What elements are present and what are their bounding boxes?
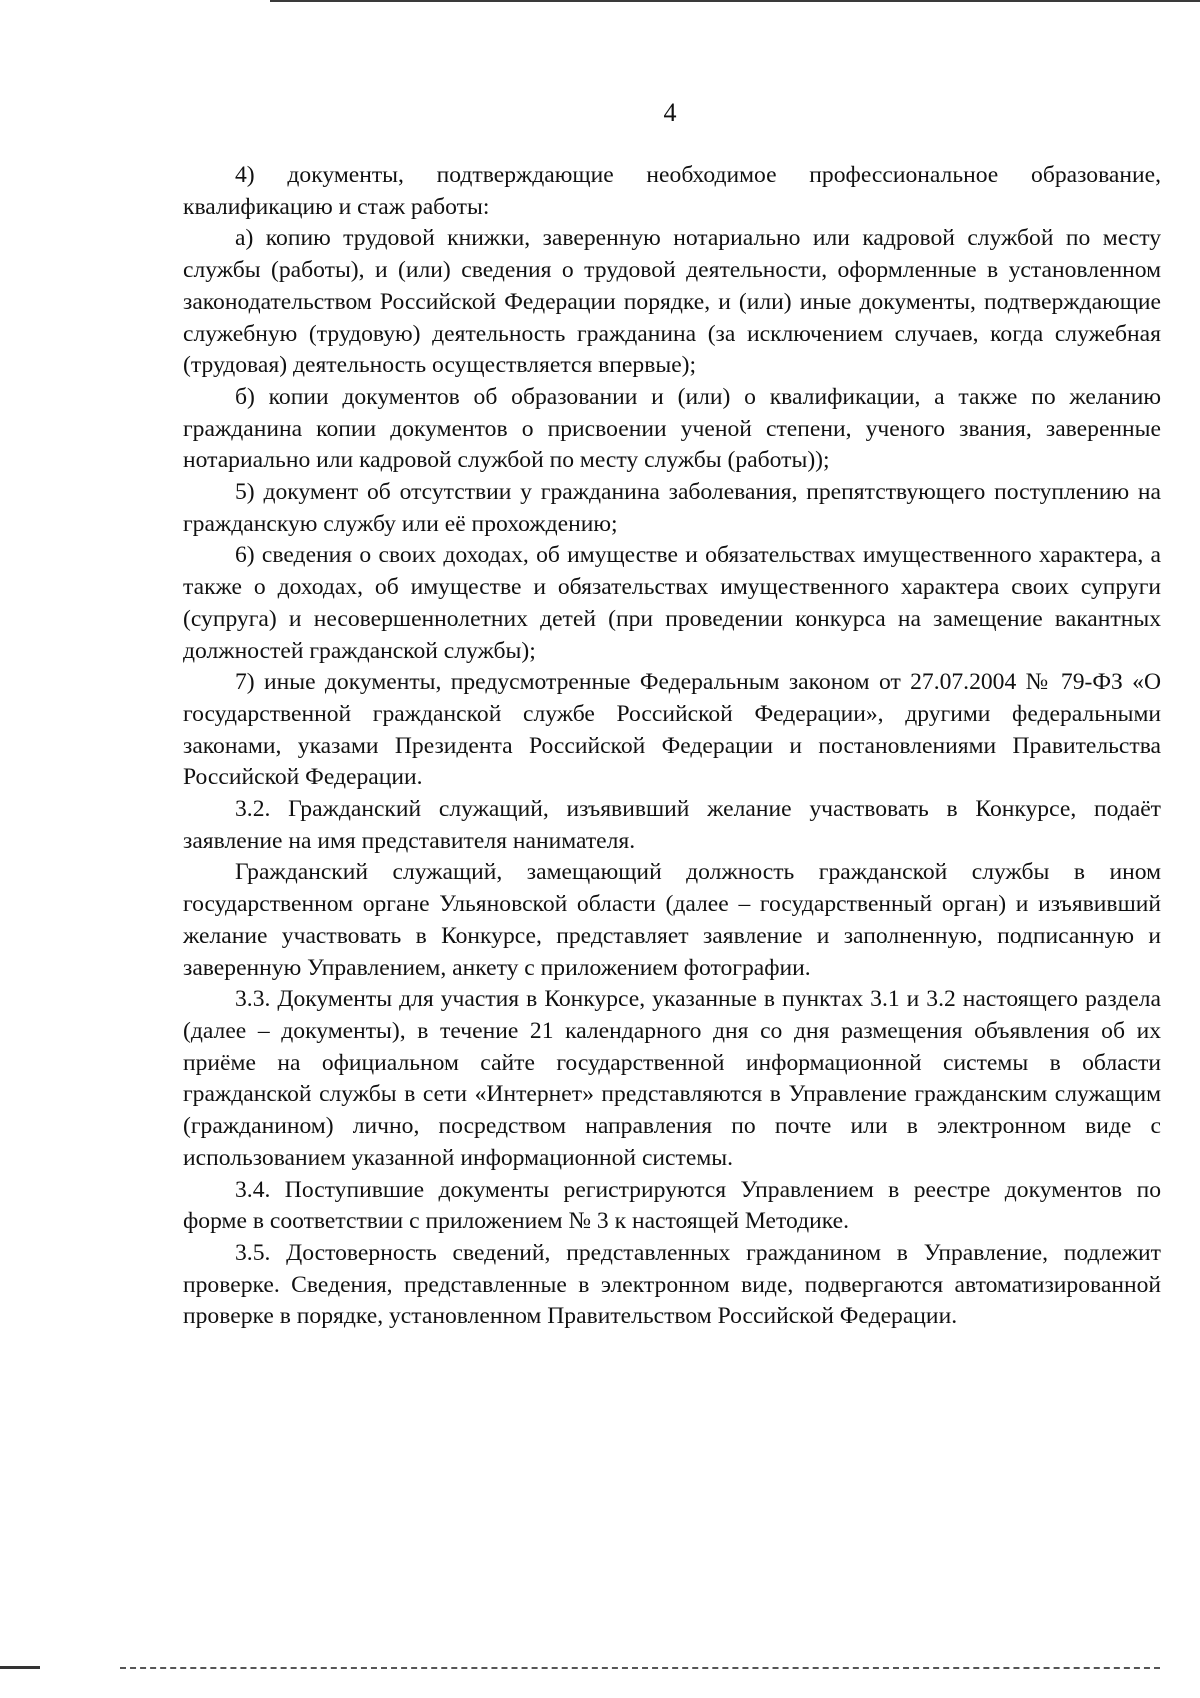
paragraph-3-3: 3.3. Документы для участия в Конкурсе, указанные в пунктах 3.1 и 3.2 настоящего раздела (далее – документы), в течение 21 календарного дня со дня размещения объявления об их приёме на официальном сайте государственной информационной системы в области гражданской службы в сети «Интернет» представляются в Управление гражданским служащим (гражданином) лично, посредством направления по почте или в электронном виде с использованием указанной информационной системы. [183, 986, 1161, 1171]
document-body [183, 160, 1161, 1333]
paragraph-3-4: 3.4. Поступившие документы регистрируются Управлением в реестре документов по форме в соответствии с приложением № 3 к настоящей Методике. [183, 1176, 1161, 1235]
scan-edge-corner [0, 1666, 40, 1669]
page-number: 4 [663, 98, 677, 127]
paragraph-item-7: 7) иные документы, предусмотренные Федеральным законом от 27.07.2004 № 79-ФЗ «О государственной гражданской службе Российской Федерации», другими федеральными законами, указами Президента Российской Федерации и постановлениями Правительства Российской Федерации. [183, 669, 1161, 791]
paragraph-subitem-a: а) копию трудовой книжки, заверенную нотариально или кадровой службой по месту службы (работы), и (или) сведения о трудовой деятельности, оформленные в установленном законодательством Российской Федерации порядке, и (или) иные документы, подтверждающие служебную (трудовую) деятельность гражданина (за исключением случаев, когда служебная (трудовая) деятельность осуществляется впервые); [183, 225, 1161, 379]
paragraph-item-4: 4) документы, подтверждающие необходимое профессиональное образование, квалификацию и стаж работы: [183, 162, 1161, 220]
paragraph-subitem-b: б) копии документов об образовании и (или) о квалификации, а также по желанию гражданина копии документов о присвоении ученой степени, ученого звания, заверенные нотариально или кадровой службой по месту службы (работы)); [183, 383, 1161, 474]
scan-edge-top [270, 0, 1200, 2]
paragraph-item-5: 5) документ об отсутствии у гражданина заболевания, препятствующего поступлению на гражданскую службу или её прохождению; [183, 479, 1161, 537]
paragraph-3-5: 3.5. Достоверность сведений, представленных гражданином в Управление, подлежит проверке. Сведения, представленные в электронном виде, подвергаются автоматизированной проверке в порядке, установленном Правительством Российской Федерации. [183, 1239, 1161, 1330]
paragraph-3-2: 3.2. Гражданский служащий, изъявивший желание участвовать в Конкурсе, подаёт заявление на имя представителя нанимателя. [183, 796, 1161, 854]
paragraph-3-2-continued: Гражданский служащий, замещающий должность гражданской службы в ином государственном органе Ульяновской области (далее – государственный орган) и изъявивший желание участвовать в Конкурсе, представляет заявление и заполненную, подписанную и заверенную Управлением, анкету с приложением фотографии. [183, 859, 1161, 981]
paragraph-item-6: 6) сведения о своих доходах, об имуществе и обязательствах имущественного характера, а также о доходах, об имуществе и обязательствах имущественного характера своих супруги (супруга) и несовершеннолетних детей (при проведении конкурса на замещение вакантных должностей гражданской службы); [183, 542, 1161, 664]
scan-edge-bottom [120, 1667, 1160, 1669]
